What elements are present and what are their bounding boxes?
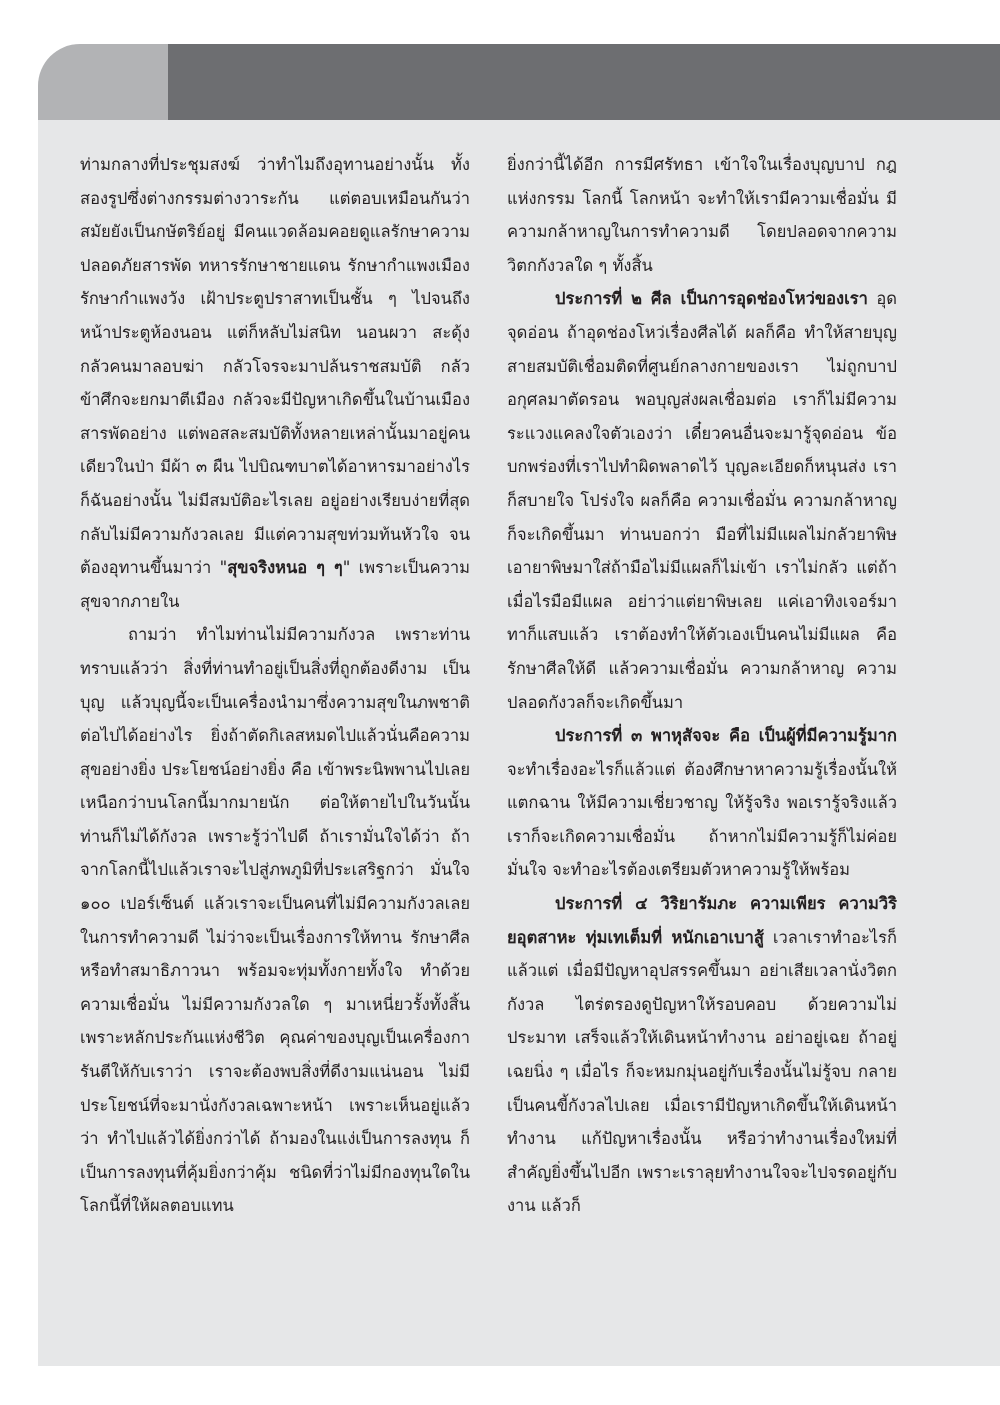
section-heading: ประการที่ ๓ พาหุสัจจะ คือ เป็นผู้ที่มีความรู้มาก: [555, 726, 897, 746]
paragraph: [80, 148, 470, 618]
emphasis-quote: สุขจริงหนอ ๆ ๆ: [227, 558, 343, 578]
right-column: [507, 148, 897, 1223]
paragraph-text: อุดจุดอ่อน ถ้าอุดช่องโหว่เรื่องศีลได้ ผลก็คือ ทำให้สายบุญ สายสมบัติเชื่อมติดที่ศูนย์กลางกายของเรา ไม่ถูกบาปอกุศลมาตัดรอน พอบุญส่งผลเชื่อมต่อ เราก็ไม่มีความระแวงแคลงใจตัวเองว่า เดี๋ยวคนอื่นจะมารู้จุดอ่อน ข้อบกพร่องที่เราไปทำผิดพลาดไว้ บุญละเอียดก็หนุนส่ง เราก็สบายใจ โปร่งใจ ผลก็คือ ความเชื่อมั่น ความกล้าหาญ ก็จะเกิดขึ้นมา ท่านบอกว่า มือที่ไม่มีแผลไม่กลัวยาพิษ เอายาพิษมาใส่ถ้ามือไม่มีแผลก็ไม่เข้า เราไม่กลัว แต่ถ้าเมื่อไรมือมีแผล อย่าว่าแต่ยาพิษเลย แค่เอาทิงเจอร์มาทาก็แสบแล้ว เราต้องทำให้ตัวเองเป็นคนไม่มีแผล คือรักษาศีลให้ดี แล้วความเชื่อมั่น ความกล้าหาญ ความปลอดกังวลก็จะเกิดขึ้นมา: [507, 289, 897, 712]
section-heading: ประการที่ ๔ วิริยารัมภะ ความเพียร ความวิริยอุตสาหะ ทุ่มเทเต็มที่ หนักเอาเบาสู้: [507, 894, 897, 947]
paragraph: [507, 282, 897, 719]
paragraph-text: เวลาเราทำอะไรก็แล้วแต่ เมื่อมีปัญหาอุปสรรคขึ้นมา อย่าเสียเวลานั่งวิตกกังวล ไตร่ตรองดูปัญหาให้รอบคอบ ด้วยความไม่ประมาท เสร็จแล้วให้เดินหน้าทำงาน อย่าอยู่เฉย ถ้าอยู่เฉยนิ่ง ๆ เมื่อไร ก็จะหมกมุ่นอยู่กับเรื่องนั้นไม่รู้จบ กลายเป็นคนขี้กังวลไปเลย เมื่อเรามีปัญหาเกิดขึ้นให้เดินหน้าทำงาน แก้ปัญหาเรื่องนั้น หรือว่าทำงานเรื่องใหม่ที่สำคัญยิ่งขึ้นไปอีก เพราะเราลุยทำงานใจจะไปจรดอยู่กับงาน แล้วก็: [507, 927, 897, 1216]
paragraph-text: ท่ามกลางที่ประชุมสงฆ์ ว่าทำไมถึงอุทานอย่างนั้น ทั้งสองรูปซึ่งต่างกรรมต่างวาระกัน แต่ตอบเหมือนกันว่า สมัยยังเป็นกษัตริย์อยู่ มีคนแวดล้อมคอยดูแลรักษาความปลอดภัยสารพัด ทหารรักษาชายแดน รักษากำแพงเมือง รักษากำแพงวัง เฝ้าประตูปราสาทเป็นชั้น ๆ ไปจนถึงหน้าประตูห้องนอน แต่ก็หลับไม่สนิท นอนผวา สะดุ้ง กลัวคนมาลอบฆ่า กลัวโจรจะมาปล้นราชสมบัติ กลัวข้าศึกจะยกมาตีเมือง กลัวจะมีปัญหาเกิดขึ้นในบ้านเมืองสารพัดอย่าง แต่พอสละสมบัติทั้งหลายเหล่านั้นมาอยู่คนเดียวในป่า มีผ้า ๓ ผืน ไปบิณฑบาตได้อาหารมาอย่างไรก็ฉันอย่างนั้น ไม่มีสมบัติอะไรเลย อยู่อย่างเรียบง่ายที่สุด กลับไม่มีความกังวลเลย มีแต่ความสุขท่วมท้นหัวใจ จนต้องอุทานขึ้นมาว่า ": [80, 155, 470, 578]
paragraph: [507, 719, 897, 887]
left-column: [80, 148, 470, 1223]
paragraph: ถามว่า ทำไมท่านไม่มีความกังวล เพราะท่านทราบแล้วว่า สิ่งที่ท่านทำอยู่เป็นสิ่งที่ถูกต้องดีงาม เป็นบุญ แล้วบุญนี้จะเป็นเครื่องนำมาซึ่งความสุขในภพชาติต่อไปได้อย่างไร ยิ่งถ้าตัดกิเลสหมดไปแล้วนั่นคือความสุขอย่างยิ่ง ประโยชน์อย่างยิ่ง คือ เข้าพระนิพพานไปเลย เหนือกว่าบนโลกนี้มากมายนัก ต่อให้ตายไปในวันนั้นท่านก็ไม่ได้กังวล เพราะรู้ว่าไปดี ถ้าเรามั่นใจได้ว่า ถ้าจากโลกนี้ไปแล้วเราจะไปสู่ภพภูมิที่ประเสริฐกว่า มั่นใจ ๑๐๐ เปอร์เซ็นต์ แล้วเราจะเป็นคนที่ไม่มีความกังวลเลยในการทำความดี ไม่ว่าจะเป็นเรื่องการให้ทาน รักษาศีล หรือทำสมาธิภาวนา พร้อมจะทุ่มทั้งกายทั้งใจ ทำด้วยความเชื่อมั่น ไม่มีความกังวลใด ๆ มาเหนี่ยวรั้งทั้งสิ้น เพราะหลักประกันแห่งชีวิต คุณค่าของบุญเป็นเครื่องการันตีให้กับเราว่า เราจะต้องพบสิ่งที่ดีงามแน่นอน ไม่มีประโยชน์ที่จะมานั่งกังวลเฉพาะหน้า เพราะเห็นอยู่แล้วว่า ทำไปแล้วได้ยิ่งกว่าได้ ถ้ามองในแง่เป็นการลงทุน ก็เป็นการลงทุนที่คุ้มยิ่งกว่าคุ้ม ชนิดที่ว่าไม่มีกองทุนใดในโลกนี้ที่ให้ผลตอบแทน: [80, 625, 470, 1216]
paragraph-text: จะทำเรื่องอะไรก็แล้วแต่ ต้องศึกษาหาความรู้เรื่องนั้นให้แตกฉาน ให้มีความเชี่ยวชาญ ให้รู้จริง พอเรารู้จริงแล้วเราก็จะเกิดความเชื่อมั่น ถ้าหากไม่มีความรู้ก็ไม่ค่อยมั่นใจ จะทำอะไรต้องเตรียมตัวหาความรู้ให้พร้อม: [507, 759, 897, 880]
header-tab: [38, 44, 168, 120]
paragraph: ยิ่งกว่านี้ได้อีก การมีศรัทธา เข้าใจในเรื่องบุญบาป กฎแห่งกรรม โลกนี้ โลกหน้า จะทำให้เรามีความเชื่อมั่น มีความกล้าหาญในการทำความดี โดยปลอดจากความวิตกกังวลใด ๆ ทั้งสิ้น: [507, 155, 897, 275]
paragraph: [507, 887, 897, 1223]
header-bar: [168, 44, 1000, 120]
section-heading: ประการที่ ๒ ศีล เป็นการอุดช่องโหว่ของเรา: [555, 289, 868, 309]
paragraph-text: " เพราะเป็นความสุขจากภายใน: [80, 558, 471, 611]
